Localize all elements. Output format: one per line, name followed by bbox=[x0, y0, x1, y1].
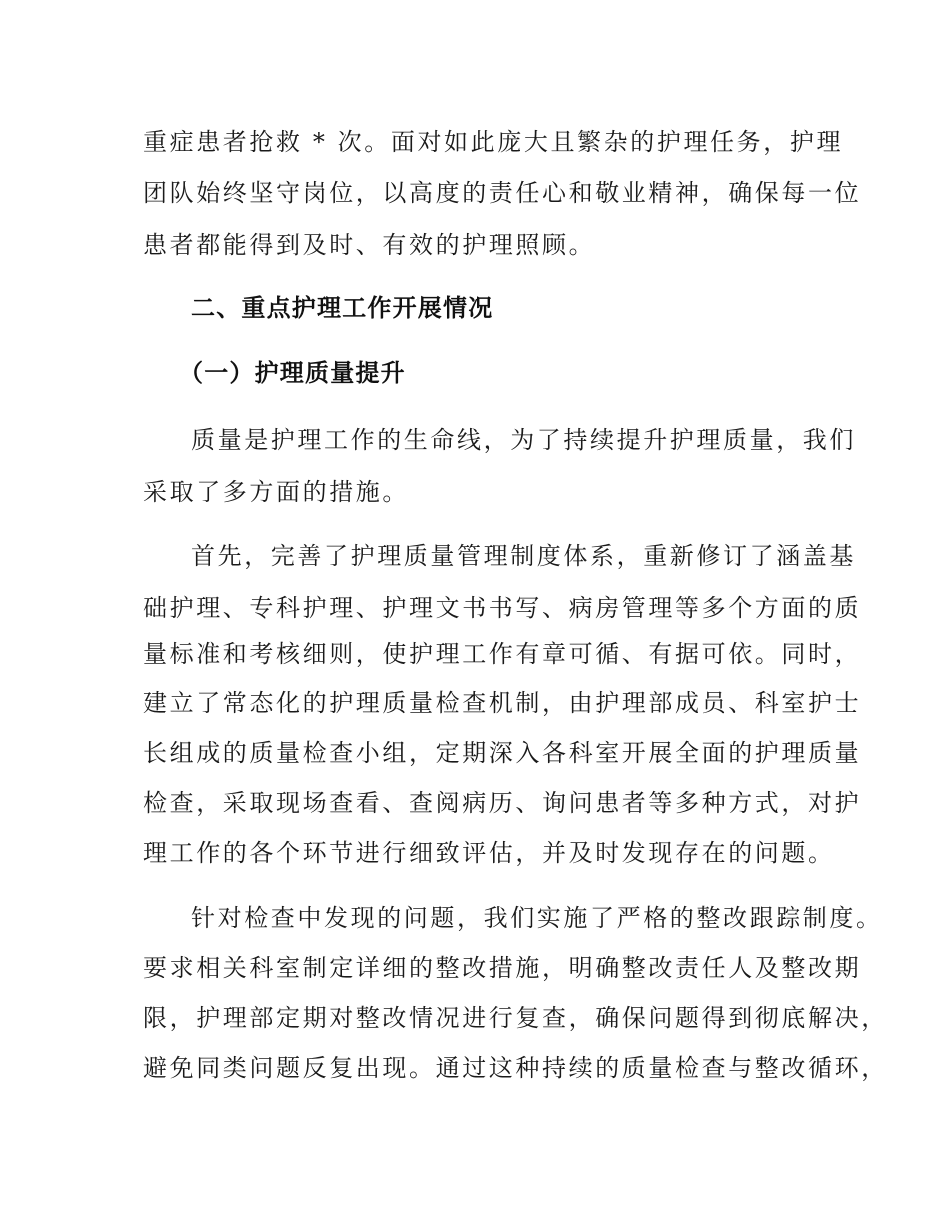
intro-line-3: 患者都能得到及时、有效的护理照顾。 bbox=[143, 231, 596, 259]
paragraph1-line-1: 质量是护理工作的生命线，为了持续提升护理质量，我们 bbox=[191, 426, 856, 454]
paragraph3-line-2: 要求相关科室制定详细的整改措施，明确整改责任人及整改期 bbox=[143, 954, 862, 982]
paragraph2-line-3: 量标准和考核细则，使护理工作有章可循、有据可依。同时， bbox=[143, 640, 862, 668]
paragraph2-line-6: 检查，采取现场查看、查阅病历、询问患者等多种方式，对护 bbox=[143, 789, 862, 817]
paragraph2-line-5: 长组成的质量检查小组，定期深入各科室开展全面的护理质量 bbox=[143, 739, 862, 767]
paragraph1-line-2: 采取了多方面的措施。 bbox=[143, 478, 409, 506]
paragraph2-line-4: 建立了常态化的护理质量检查机制，由护理部成员、科室护士 bbox=[143, 689, 862, 717]
subsection-heading: （一）护理质量提升 bbox=[179, 359, 406, 387]
intro-line-1: 重症患者抢救 * 次。面对如此庞大且繁杂的护理任务，护理 bbox=[143, 128, 844, 156]
paragraph3-line-4: 避免同类问题反复出现。通过这种持续的质量检查与整改循环， bbox=[143, 1054, 888, 1082]
paragraph3-line-1: 针对检查中发现的问题，我们实施了严格的整改跟踪制度。 bbox=[191, 904, 883, 932]
paragraph3-line-3: 限，护理部定期对整改情况进行复查，确保问题得到彻底解决， bbox=[143, 1004, 888, 1032]
section-heading: 二、重点护理工作开展情况 bbox=[191, 294, 494, 322]
intro-line-2: 团队始终坚守岗位，以高度的责任心和敬业精神，确保每一位 bbox=[143, 179, 862, 207]
paragraph2-line-1: 首先，完善了护理质量管理制度体系，重新修订了涵盖基 bbox=[191, 542, 856, 570]
paragraph2-line-7: 理工作的各个环节进行细致评估，并及时发现存在的问题。 bbox=[143, 839, 835, 867]
paragraph2-line-2: 础护理、专科护理、护理文书书写、病房管理等多个方面的质 bbox=[143, 594, 862, 622]
